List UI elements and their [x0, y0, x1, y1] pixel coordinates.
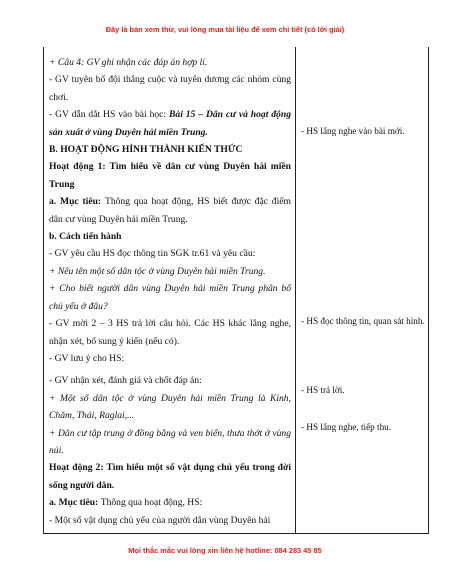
teacher-activities-column	[49, 54, 291, 529]
preview-banner: Đây là bản xem thử, vui lòng mua tài liệu để xem chi tiết (có lời giải)	[105, 25, 345, 34]
text-line	[49, 106, 291, 141]
activity-heading: Hoạt động 1: Tìm hiểu về dân cư vùng Duyên hải miền Trung	[49, 161, 291, 190]
text-line: - GV nhận xét, đánh giá và chốt đáp án:	[49, 375, 202, 387]
text-span: - GV dẫn dắt HS vào bài học:	[49, 109, 169, 121]
text-line: - GV yêu cầu HS đọc thông tin SGK tr.61 và yêu cầu:	[49, 248, 256, 260]
activity-heading: Hoạt động 2: Tìm hiểu một số vật dụng chủ yếu trong đời sống người dân.	[49, 462, 291, 491]
text-line	[49, 494, 291, 511]
lesson-table	[43, 47, 429, 534]
text-line: - Một số vật dụng chủ yếu của người dân vùng Duyên hải	[49, 514, 271, 526]
objective-label: a. Mục tiêu:	[49, 196, 105, 208]
text-span: Thông qua hoạt động, HS biết được đặc điểm dân cư vùng Duyên hải miền Trung.	[49, 196, 291, 225]
text-line: - GV mời 2 – 3 HS trả lời câu hỏi. Các HS khác lắng nghe, nhận xét, bổ sung ý kiến (nếu có).	[49, 318, 291, 347]
objective-label: a. Mục tiêu:	[49, 497, 101, 509]
lesson-title: Bài 15 – Dân cư và hoạt động sản xuất ở vùng Duyên hải miền Trung.	[49, 109, 291, 138]
student-activity: - HS lắng nghe vào bài mới.	[301, 126, 405, 136]
text-line: + Câu 4: GV ghi nhận các đáp án hợp lí.	[49, 57, 208, 68]
section-heading: B. HOẠT ĐỘNG HÌNH THÀNH KIẾN THỨC	[49, 144, 243, 156]
subheading: b. Cách tiến hành	[49, 231, 122, 243]
text-line: - GV tuyên bố đội thắng cuộc và tuyên dương các nhóm cùng chơi.	[49, 74, 291, 103]
text-line: + Cho biết người dân vùng Duyên hải miền Trung phân bố chủ yếu ở đâu?	[49, 283, 291, 312]
student-activity: - HS lắng nghe, tiếp thu.	[301, 422, 392, 432]
text-span: Thông qua hoạt động, HS:	[100, 497, 203, 509]
text-line	[49, 193, 291, 228]
text-line: - GV lưu ý cho HS:	[49, 352, 125, 364]
text-line: + Một số dân tộc ở vùng Duyên hải miền Trung là Kinh, Chăm, Thái, Raglai,...	[49, 392, 291, 422]
student-activity: - HS đọc thông tin, quan sát hình.	[301, 316, 425, 326]
student-activity: - HS trả lời.	[301, 385, 345, 395]
text-line: + Dân cư tập trung ở đồng bằng và ven biển, thưa thớt ở vùng núi.	[49, 427, 291, 456]
hotline-banner: Mọi thắc mắc vui lòng xin liên hệ hotline: 084 283 45 85	[128, 546, 322, 555]
text-line: + Nêu tên một số dân tộc ở vùng Duyên hải miền Trung.	[49, 265, 266, 277]
column-divider	[295, 47, 296, 533]
